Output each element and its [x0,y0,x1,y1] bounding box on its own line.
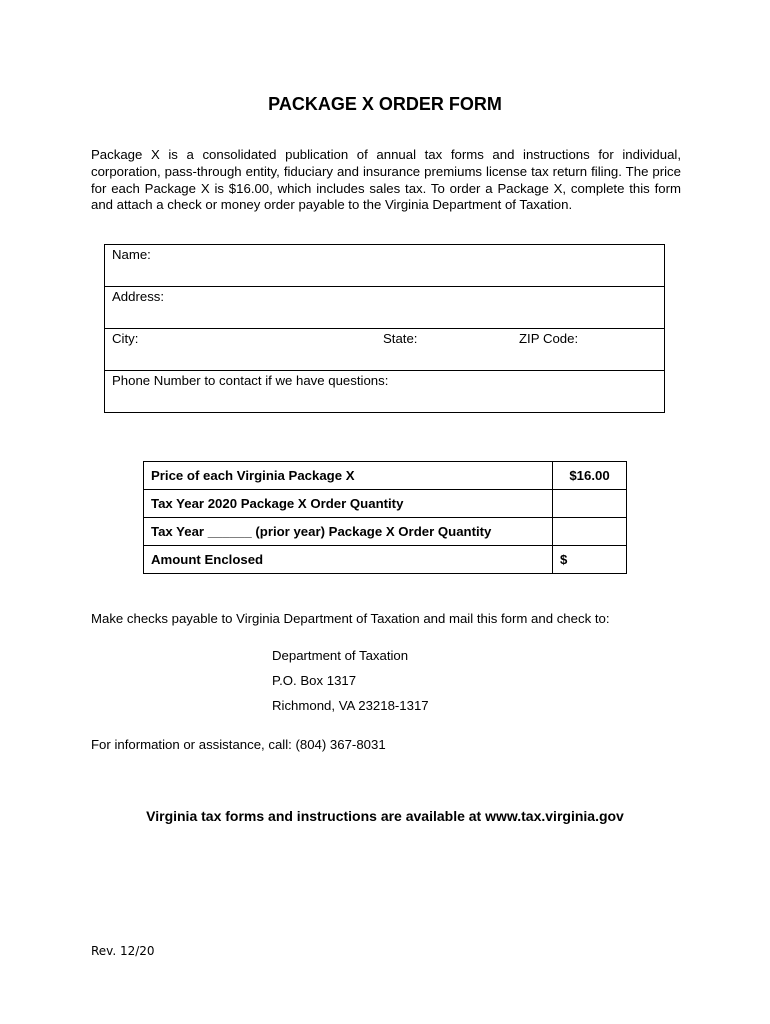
address-line-1: Department of Taxation [272,648,409,663]
state-label: State: [383,331,418,346]
city-label: City: [112,331,139,346]
page-title: PACKAGE X ORDER FORM [268,94,502,114]
phone-field[interactable] [105,371,664,412]
revision-label: Rev. 12/20 [91,944,155,958]
name-field[interactable] [105,245,664,287]
zip-label: ZIP Code: [519,331,579,346]
intro-paragraph: Package X is a consolidated publication of annual tax forms and instructions for individual, corporation, pass-through entity, fiduciary and insurance premiums license tax return filing. The price for each Package X is $16.00, which includes sales tax. To order a Package X, complete this form and attach a check or money order payable to the Virginia Department of Taxation. [91,147,681,213]
amount-enclosed-label: Amount Enclosed [144,546,553,574]
order-table [143,461,627,574]
table-row [144,490,627,518]
address-field[interactable] [105,287,664,329]
current-year-qty-label: Tax Year 2020 Package X Order Quantity [144,490,553,518]
address-line-2: P.O. Box 1317 [272,673,357,688]
price-label: Price of each Virginia Package X [144,462,553,490]
prior-year-qty-label: Tax Year ______ (prior year) Package X Order Quantity [144,518,553,546]
current-year-qty-input[interactable] [553,490,627,518]
phone-label: Phone Number to contact if we have questions: [112,373,389,388]
address-line-3: Richmond, VA 23218-1317 [272,698,429,713]
contact-form-box [104,244,665,413]
city-state-zip-row[interactable] [105,329,664,371]
table-row [144,462,627,490]
name-label: Name: [112,247,151,262]
footer-note: Virginia tax forms and instructions are available at www.tax.virginia.gov [146,808,624,824]
mail-instruction: Make checks payable to Virginia Department of Taxation and mail this form and check to: [91,611,610,626]
table-row [144,518,627,546]
info-line: For information or assistance, call: (804) 367-8031 [91,737,386,752]
table-row [144,546,627,574]
prior-year-qty-input[interactable] [553,518,627,546]
price-value: $16.00 [553,462,627,490]
address-label: Address: [112,289,165,304]
amount-enclosed-input[interactable]: $ [553,546,627,574]
